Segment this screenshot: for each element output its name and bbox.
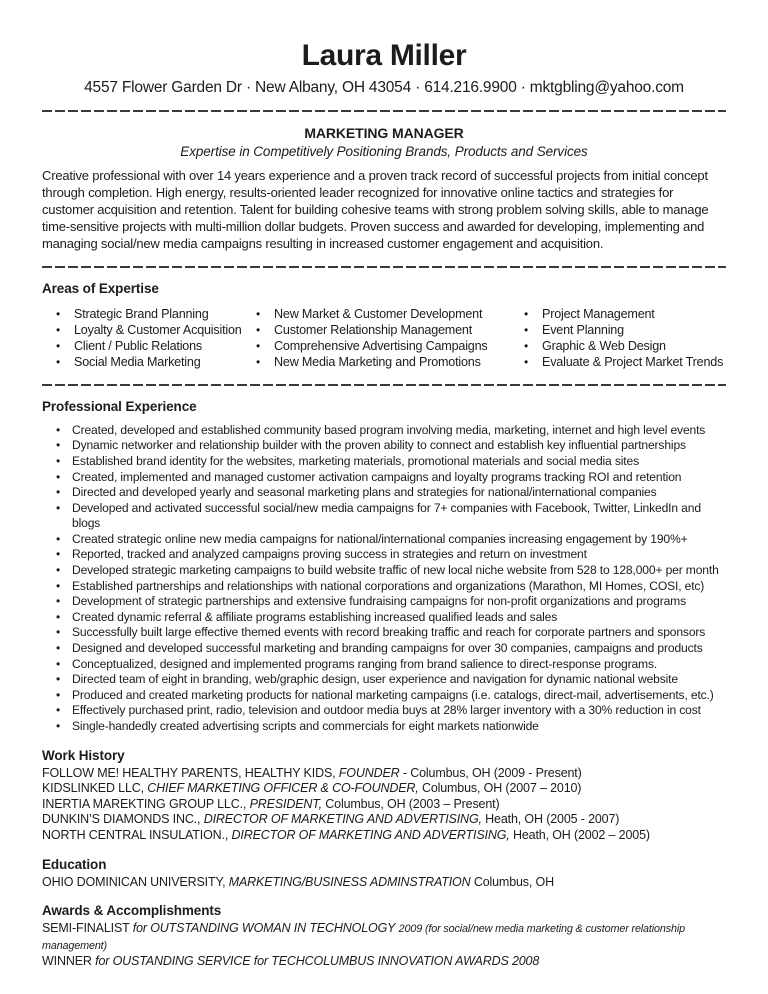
award-title: for OUTSTANDING WOMAN IN TECHNOLOGY [132,921,396,936]
work-title: CHIEF MARKETING OFFICER & CO-FOUNDER, [147,781,419,796]
education-location: Columbus, OH [473,874,554,889]
role-title: MARKETING MANAGER [304,125,464,141]
award-title: for OUSTANDING SERVICE for TECHCOLUMBUS INNOVATION AWARDS 2008 [95,954,540,969]
experience-bullet [42,672,726,688]
expertise-item-text: Event Planning [542,322,624,337]
expertise-item [256,306,524,322]
work-history-entry [42,828,726,844]
work-location-dates: - Columbus, OH (2009 - Present) [402,765,582,780]
award-prefix: WINNER [42,954,92,969]
expertise-item-text: Graphic & Web Design [542,339,666,354]
work-history-entry [42,766,726,782]
bullet-icon: • [256,306,261,321]
work-history-entry [42,781,726,797]
section-work-history [42,748,726,844]
experience-bullet [42,501,726,532]
experience-list [42,423,726,735]
bullet-icon: • [56,422,61,437]
experience-heading: Professional Experience [42,398,197,414]
experience-bullet-text: Designed and developed successful marketing and branding campaigns for over 30 companies, campaigns and products [72,641,703,656]
expertise-column-2 [256,306,524,371]
education-program: MARKETING/BUSINESS ADMINSTRATION [228,874,471,889]
expertise-item-text: New Market & Customer Development [274,306,483,321]
expertise-item [256,338,524,354]
bullet-icon: • [56,322,61,337]
experience-bullet [42,579,726,595]
experience-bullet-text: Effectively purchased print, radio, television and outdoor media buys at 28% larger inventory with a 30% reduction in cost [72,703,701,718]
section-education [42,857,726,891]
bullet-icon: • [256,322,261,337]
bullet-icon: • [524,322,529,337]
experience-bullet [42,610,726,626]
experience-bullet [42,625,726,641]
bullet-icon: • [56,485,61,500]
education-heading: Education [42,856,107,872]
education-school: OHIO DOMINICAN UNIVERSITY, [42,874,226,889]
contact-line: 4557 Flower Garden Dr · New Albany, OH 43054 · 614.216.9900 · mktgbling@yahoo.com [84,79,684,96]
experience-bullet [42,594,726,610]
bullet-icon: • [56,594,61,609]
bullet-icon: • [56,469,61,484]
bullet-icon: • [56,547,61,562]
expertise-item [56,306,256,322]
section-divider [42,384,726,386]
experience-bullet [42,438,726,454]
experience-bullet-text: Successfully built large effective themed events with record breaking traffic and reach for corporate partners and sponsors [72,625,706,640]
work-company: DUNKIN’S DIAMONDS INC., [42,812,201,827]
experience-bullet-text: Directed and developed yearly and seasonal marketing plans and strategies for national/international companies [72,485,657,500]
experience-bullet [42,719,726,735]
bullet-icon: • [56,609,61,624]
experience-bullet [42,532,726,548]
expertise-item-text: New Media Marketing and Promotions [274,355,481,370]
experience-bullet-text: Established brand identity for the websites, marketing materials, promotional materials and social media sites [72,453,639,468]
expertise-heading: Areas of Expertise [42,280,159,296]
work-history-list [42,766,726,844]
expertise-item [256,354,524,370]
experience-bullet-text: Development of strategic partnerships and extensive fundraising campaigns for non-profit organizations and programs [72,594,686,609]
bullet-icon: • [524,339,529,354]
work-title: PRESIDENT, [249,796,322,811]
bullet-icon: • [56,500,61,515]
work-location-dates: Heath, OH (2002 – 2005) [512,827,650,842]
role-tagline: Expertise in Competitively Positioning Brands, Products and Services [180,144,588,159]
experience-bullet-text: Developed and activated successful social/new media campaigns for 7+ companies with Facebook, Twitter, LinkedIn and blogs [72,500,701,531]
person-name: Laura Miller [301,39,467,72]
bullet-icon: • [56,672,61,687]
bullet-icon: • [56,531,61,546]
expertise-column-3 [524,306,726,371]
expertise-item-text: Comprehensive Advertising Campaigns [274,339,488,354]
work-company: KIDSLINKED LLC, [42,781,144,796]
expertise-item-text: Customer Relationship Management [274,322,473,337]
award-entry [42,954,726,970]
education-entry [42,875,726,891]
expertise-item-text: Project Management [542,306,655,321]
work-history-entry [42,797,726,813]
work-company: NORTH CENTRAL INSULATION., [42,827,229,842]
work-title: FOUNDER [338,765,400,780]
section-divider [42,266,726,268]
bullet-icon: • [56,339,61,354]
bullet-icon: • [256,339,261,354]
expertise-item [256,322,524,338]
work-company: FOLLOW ME! HEALTHY PARENTS, HEALTHY KIDS, [42,765,336,780]
work-history-entry [42,812,726,828]
experience-bullet-text: Conceptualized, designed and implemented programs ranging from brand salience to direct-response programs. [72,656,658,671]
experience-bullet [42,470,726,486]
bullet-icon: • [56,641,61,656]
work-location-dates: Columbus, OH (2007 – 2010) [421,781,582,796]
bullet-icon: • [56,719,61,733]
section-divider [42,110,726,112]
expertise-item-text: Client / Public Relations [74,339,202,354]
experience-bullet [42,485,726,501]
experience-bullet-text: Developed strategic marketing campaigns to build website traffic of new local niche website from 528 to 128,000+ per month [72,563,719,578]
section-areas-of-expertise [42,281,726,371]
experience-bullet-text: Established partnerships and relationships with national corporations and organizations (Marathon, MI Homes, COSI, etc) [72,578,705,593]
expertise-item [524,322,726,338]
expertise-item-text: Loyalty & Customer Acquisition [74,322,242,337]
bullet-icon: • [56,306,61,321]
expertise-column-1 [56,306,256,371]
experience-bullet [42,703,726,719]
expertise-item [56,322,256,338]
work-company: INERTIA MAREKTING GROUP LLC., [42,796,247,811]
work-title: DIRECTOR OF MARKETING AND ADVERTISING, [231,827,510,842]
experience-bullet-text: Dynamic networker and relationship builder with the proven ability to connect and establish key influential partnerships [72,438,686,453]
award-prefix: SEMI-FINALIST [42,921,130,936]
summary-paragraph: Creative professional with over 14 years experience and a proven track record of successful projects from initial concept through completion. High energy, results-oriented leader recognized for innovative online tactics and strategies for customer acquisition and retention. Talent for building cohesive teams with strong problem solving skills, able to manage time-sensitive projects with multi-million dollar budgets. Proven success and awarded for developing, implementing and managing social/new media campaigns resulting in increased customer engagement and acquisition. [42,168,709,251]
work-title: DIRECTOR OF MARKETING AND ADVERTISING, [203,812,482,827]
experience-bullet-text: Produced and created marketing products for national marketing campaigns (i.e. catalogs, direct-mail, advertisements, etc.) [72,687,714,702]
section-professional-experience [42,399,726,735]
experience-bullet [42,641,726,657]
experience-bullet [42,547,726,563]
bullet-icon: • [56,625,61,640]
experience-bullet-text: Directed team of eight in branding, web/graphic design, user experience and navigation for dynamic national website [72,672,678,687]
awards-list [42,921,726,970]
expertise-item [524,306,726,322]
experience-bullet [42,563,726,579]
bullet-icon: • [56,578,61,593]
bullet-icon: • [256,355,261,370]
bullet-icon: • [524,355,529,370]
experience-bullet [42,423,726,439]
bullet-icon: • [56,687,61,702]
expertise-item [56,354,256,370]
experience-bullet-text: Single-handedly created advertising scripts and commercials for eight markets nationwide [72,719,539,733]
awards-heading: Awards & Accomplishments [42,903,222,919]
bullet-icon: • [56,438,61,453]
work-location-dates: Heath, OH (2005 - 2007) [485,812,620,827]
bullet-icon: • [56,563,61,578]
bullet-icon: • [56,703,61,718]
section-awards [42,903,726,970]
bullet-icon: • [56,656,61,671]
expertise-grid [42,306,726,371]
experience-bullet [42,688,726,704]
expertise-item-text: Strategic Brand Planning [74,306,209,321]
work-history-heading: Work History [42,747,125,763]
expertise-item [524,354,726,370]
award-note: 2009 (for social/new media marketing & customer relationship management) [42,923,685,952]
expertise-item [524,338,726,354]
experience-bullet [42,454,726,470]
experience-bullet-text: Reported, tracked and analyzed campaigns proving success in strategies and return on investment [72,547,587,562]
experience-bullet-text: Created, implemented and managed customer activation campaigns and loyalty programs tracking ROI and retention [72,469,682,484]
expertise-item-text: Social Media Marketing [74,355,201,370]
bullet-icon: • [56,453,61,468]
experience-bullet-text: Created, developed and established community based program involving media, marketing, internet and high level events [72,422,706,437]
bullet-icon: • [56,355,61,370]
work-location-dates: Columbus, OH (2003 – Present) [325,796,500,811]
award-entry [42,921,726,954]
bullet-icon: • [524,306,529,321]
expertise-item [56,338,256,354]
expertise-item-text: Evaluate & Project Market Trends [542,355,724,370]
experience-bullet-text: Created dynamic referral & affiliate programs establishing increased qualified leads and sales [72,609,558,624]
experience-bullet-text: Created strategic online new media campaigns for national/international companies increasing engagement by 190%+ [72,531,688,546]
experience-bullet [42,657,726,673]
